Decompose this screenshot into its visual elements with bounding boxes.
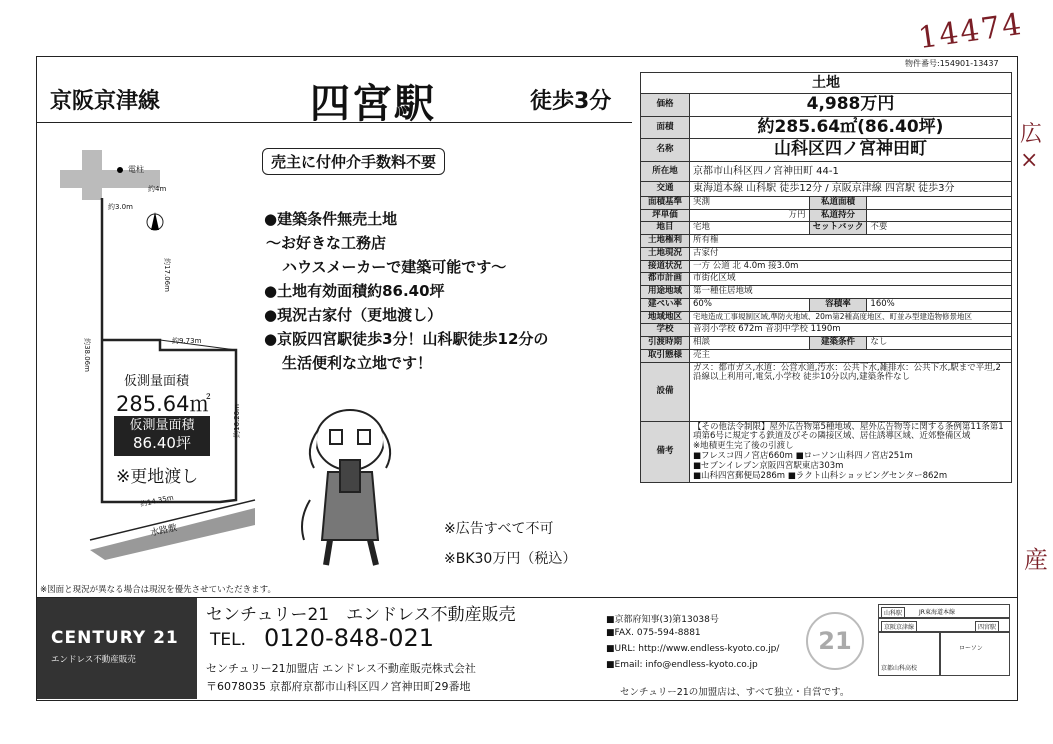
spec-row-label: 都市計画 <box>641 273 690 286</box>
dim-w1: 約4m <box>148 185 167 193</box>
brand-block <box>37 598 197 699</box>
spec-row-label: 引渡時期 <box>641 337 690 350</box>
spec-row-label2: 建築条件 <box>809 337 867 350</box>
ad-note: ※広告すべて不可 <box>444 521 554 537</box>
feature-6: ●京阪四宮駅徒歩3分！山科駅徒歩12分の <box>264 330 549 348</box>
spec-row-value: 万円 <box>690 209 810 222</box>
dim-w7: 約14.35m <box>139 493 175 509</box>
price-value: 4,988万円 <box>690 94 1012 117</box>
url-link[interactable]: ■URL: http://www.endless-kyoto.co.jp/ <box>606 644 780 654</box>
spec-row-value: 第一種住居地域 <box>690 286 1012 299</box>
lot-outline <box>102 198 236 502</box>
spec-row-value2: 不要 <box>867 222 1012 235</box>
spec-row-label: 学校 <box>641 324 690 337</box>
handwritten-side-note: 広 × <box>1020 122 1043 174</box>
dim-w2: 約3.0m <box>108 203 133 211</box>
spec-row-label2: 容積率 <box>809 298 867 311</box>
spec-table <box>640 72 1012 483</box>
handwritten-stamp: 産 <box>1024 546 1048 574</box>
spec-row-label2: 私道持分 <box>809 209 867 222</box>
remark-line: ※地積更生完了後の引渡し <box>693 441 794 452</box>
spec-row-label: 建ぺい率 <box>641 298 690 311</box>
spec-row-label: 面積基準 <box>641 196 690 209</box>
franchise-name: センチュリー21加盟店 エンドレス不動産販売株式会社 <box>206 662 476 675</box>
area-sqm: 285.64㎡ <box>116 392 211 416</box>
map-jr: JR東海道本線 <box>919 609 955 616</box>
spec-row-value2 <box>867 209 1012 222</box>
remarks-label: 備考 <box>641 421 690 483</box>
station-name: 四宮駅 <box>310 81 436 127</box>
map-shinomiya: 四宮駅 <box>975 621 999 632</box>
spec-row-value: 東海道本線 山科駅 徒歩12分 / 京阪京津線 四宮駅 徒歩3分 <box>690 182 1012 197</box>
email-link[interactable]: ■Email: info@endless-kyoto.co.jp <box>606 660 758 670</box>
dim-w5: 約9.73m <box>172 337 202 345</box>
feature-7: 生活便利な立地です！ <box>282 354 433 372</box>
spec-row-label: 接道状況 <box>641 260 690 273</box>
area-row-value: 約285.64㎡(86.40坪) <box>690 116 1012 139</box>
spec-row-label: 所在地 <box>641 161 690 182</box>
spec-row-label: 交通 <box>641 182 690 197</box>
area-row-label: 面積 <box>641 116 690 139</box>
spec-row-value: 所有権 <box>690 235 1012 248</box>
spec-type: 土地 <box>641 73 1012 94</box>
spec-row-value: 宅地造成工事規制区域,準防火地域、20m第2種高度地区、町並み型建造物修景地区 <box>690 311 1012 324</box>
dim-w6: 約16.20m <box>232 404 241 438</box>
remark-line: ■フレスコ四ノ宮店660m ■ローソン山科四ノ宮店251m <box>693 450 913 461</box>
road-shading-top <box>60 170 160 200</box>
feature-2: ～お好きな工務店 <box>266 234 387 252</box>
map-lawson: ローソン <box>959 645 983 652</box>
remark-line: 【その他法令制限】屋外広告物第5種地域、屋外広告物等に関する条例第11条第1項第6号に規定する鉄道及びその隣接区域、居住誘導区域、近郊整備区域 <box>693 421 1004 442</box>
dim-w4: 約38.06m <box>82 338 91 372</box>
spec-row-label2: 私道面積 <box>809 196 867 209</box>
fax: ■FAX. 075-594-8881 <box>606 628 701 638</box>
handover-note: ※更地渡し <box>116 467 199 487</box>
disclaimer: ※図面と現況が異なる場合は現況を優先させていただきます。 <box>40 585 276 595</box>
company-address: 〒6078035 京都府京都市山科区四ノ宮神田町29番地 <box>206 680 471 693</box>
tel-number: 0120-848-021 <box>264 624 435 652</box>
map-school: 京都山科高校 <box>881 665 918 672</box>
feature-3: ハウスメーカーで建築可能です～ <box>282 258 507 276</box>
spec-row-label: 土地権利 <box>641 235 690 248</box>
facilities-value: ガス：都市ガス,水道：公営水道,汚水：公共下水,雑排水：公共下水,駅まで平坦,2沿線以上利用可,電気,小学校 徒歩10分以内,建築条件なし <box>690 362 1012 421</box>
feature-5: ●現況古家付（更地渡し） <box>264 306 443 324</box>
spec-row-label: 用途地域 <box>641 286 690 299</box>
commission-notice: 売主に付仲介手数料不要 <box>262 148 445 175</box>
spec-row-label: 坪単価 <box>641 209 690 222</box>
pole-label: 電柱 <box>128 165 144 174</box>
spec-row-label: 地目 <box>641 222 690 235</box>
feature-list <box>264 208 548 376</box>
feature-4: ●土地有効面積約86.40坪 <box>264 282 445 300</box>
area-label: 仮測量面積 <box>124 374 190 389</box>
map-keihan: 京阪京津線 <box>881 621 917 632</box>
spec-row-label: 地域地区 <box>641 311 690 324</box>
line-name: 京阪京津線 <box>50 89 161 114</box>
spec-row-value: 一方 公道 北 4.0m 接3.0m <box>690 260 1012 273</box>
spec-row-value: 60% <box>690 298 810 311</box>
spec-row-value: 市街化区域 <box>690 273 1012 286</box>
license: ■京都府知事(3)第13038号 <box>606 615 719 625</box>
brand-sub: エンドレス不動産販売 <box>51 655 136 665</box>
remark-line: ■セブンイレブン京阪四宮駅東店303m <box>693 460 844 471</box>
remarks-value <box>690 421 1012 483</box>
property-number: 物件番号:154901-13437 <box>905 59 999 68</box>
spec-row-label: 取引態様 <box>641 349 690 362</box>
spec-row-label2: セットバック <box>809 222 867 235</box>
spec-row-value: 相談 <box>690 337 810 350</box>
area-tsubo-box <box>114 416 210 456</box>
c21-seal: 21 <box>806 612 864 670</box>
spec-row-value: 実測 <box>690 196 810 209</box>
brand-name: CENTURY 21 <box>51 628 179 648</box>
access-map <box>878 604 1010 676</box>
spec-row-value: 古家付 <box>690 247 1012 260</box>
spec-row-label: 土地現況 <box>641 247 690 260</box>
dim-w3: 約17.06m <box>162 258 171 292</box>
walk-time: 徒歩3分 <box>530 89 612 114</box>
spec-row-value: 売主 <box>690 349 1012 362</box>
name-label: 名称 <box>641 139 690 162</box>
independent-notice: センチュリー21の加盟店は、すべて独立・自営です。 <box>620 687 850 698</box>
area-box-tsubo: 86.40坪 <box>133 434 191 453</box>
mascot-illustration <box>290 400 410 570</box>
spec-row-value: 京都市山科区四ノ宮神田町 44-1 <box>690 161 1012 182</box>
spec-row-value: 宅地 <box>690 222 810 235</box>
company-name: センチュリー21 エンドレス不動産販売 <box>206 605 516 625</box>
handwritten-number: 14474 <box>916 6 1026 57</box>
facilities-label: 設備 <box>641 362 690 421</box>
remark-line: ■山科四宮郵便局286m ■ラクト山科ショッピングセンター862m <box>693 470 948 481</box>
price-label: 価格 <box>641 94 690 117</box>
spec-row-value2: なし <box>867 337 1012 350</box>
area-box-label: 仮測量面積 <box>129 418 195 433</box>
bk-note: ※BK30万円（税込） <box>444 551 577 567</box>
spec-row-value2: 160% <box>867 298 1012 311</box>
header-divider <box>36 122 632 123</box>
tel-label: TEL. <box>210 630 247 650</box>
feature-1: ●建築条件無売土地 <box>264 210 398 228</box>
map-yamashina: 山科駅 <box>881 607 905 618</box>
spec-row-value2 <box>867 196 1012 209</box>
channel-label: 水路敷 <box>149 523 179 539</box>
spec-row-value: 音羽小学校 672m 音羽中学校 1190m <box>690 324 1012 337</box>
name-value: 山科区四ノ宮神田町 <box>690 139 1012 162</box>
